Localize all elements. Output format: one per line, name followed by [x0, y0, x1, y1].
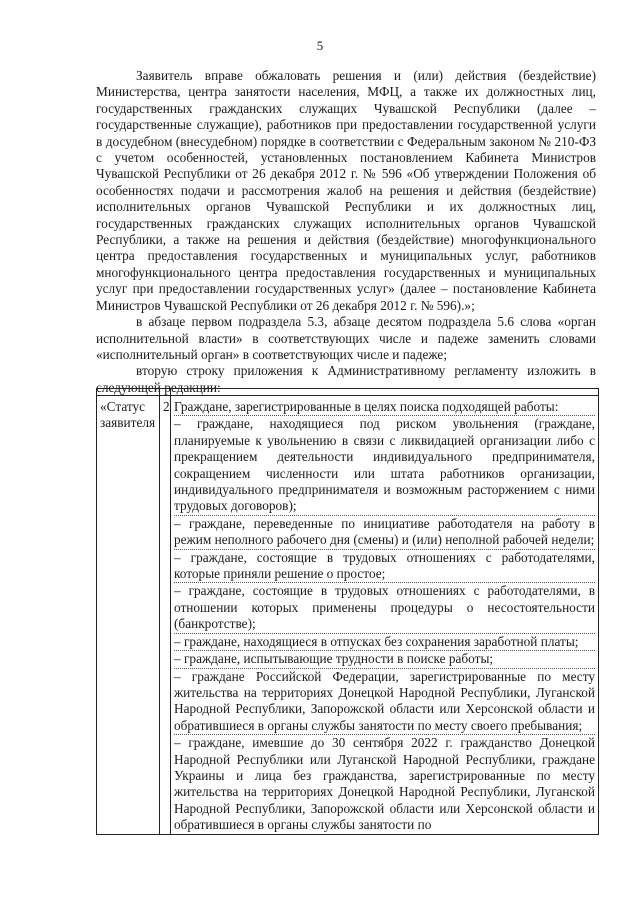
paragraph-amendment-5-3: в абзаце первом подраздела 5.3, абзаце десятом подраздела 5.6 слова «орган исполнительной власти» в соответствующих числе и падеже заменить словами «исполнительный орган» в соответствующих числе и падеже;	[96, 314, 596, 362]
row-number-cell: 2	[160, 396, 171, 835]
body-text	[96, 68, 596, 396]
description-cell	[171, 396, 599, 835]
paragraph-appeal-rights: Заявитель вправе обжаловать решения и (или) действия (бездействие) Министерства, центра занятости населения, МФЦ, а также их должностных лиц, государственных гражданских служащих Чувашской Республики (далее – государственные служащие), работников при предоставлении государственной услуги в досудебном (внесудебном) порядке в соответствии с Федеральным законом № 210-ФЗ с учетом особенностей, установленных постановлением Кабинета Министров Чувашской Республики от 26 декабря 2012 г. № 596 «Об утверждении Положения об особенностях подачи и рассмотрения жалоб на решения и действия (бездействие) исполнительных органов Чувашской Республики и их должностных лиц, государственных гражданских служащих исполнительных органов Чувашской Республики, а также на решения и действия (бездействие) многофункционального центра предоставления государственных и муниципальных услуг, работников многофункционального центра предоставления государственных и муниципальных услуг при предоставлении государственных услуг» (далее – постановление Кабинета Министров Чувашской Республики от 26 декабря 2012 г. № 596).»;	[96, 68, 596, 313]
table-row	[97, 396, 599, 835]
list-item: – граждане, состоящие в трудовых отношениях с работодателями, которые приняли решение о простое;	[174, 550, 595, 584]
list-item: – граждане, состоящие в трудовых отношениях с работодателями, в отношении которых применены процедуры о несостоятельности (банкротстве);	[174, 583, 595, 633]
list-item: – граждане, имевшие до 30 сентября 2022 г. гражданство Донецкой Народной Республики или Луганской Народной Республики, граждане Украины и лица без гражданства, зарегистрированные по месту жительства на территориях Донецкой Народной Республики, Луганской Народной Республики, Запорожской области или Херсонской области и обратившиеся в органы службы занятости по	[174, 735, 595, 833]
status-cell: «Статус заявителя	[97, 396, 160, 835]
list-item: – граждане, испытывающие трудности в поиске работы;	[174, 651, 595, 668]
applicant-status-table	[96, 388, 599, 835]
list-item: – граждане, переведенные по инициативе работодателя на работу в режим неполного рабочего дня (смены) и (или) неполной рабочей недели;	[174, 516, 595, 550]
list-item: – граждане Российской Федерации, зарегистрированные по месту жительства на территориях Донецкой Народной Республики, Луганской Народной Республики, Запорожской области или Херсонской области и обратившиеся в органы службы занятости по месту своего пребывания;	[174, 669, 595, 736]
table-top-separator	[97, 389, 599, 396]
list-item: – граждане, находящиеся в отпусках без сохранения заработной платы;	[174, 634, 595, 651]
page-number: 5	[316, 38, 324, 53]
list-item: Граждане, зарегистрированные в целях поиска подходящей работы:	[174, 399, 595, 416]
list-item: – граждане, находящиеся под риском увольнения (граждане, планируемые к увольнению в связи с ликвидацией организации либо с прекращением деятельности индивидуального предпринимателя, сокращением численности или штата работников организации, индивидуального предпринимателя и возможным расторжением с ними трудовых договоров);	[174, 416, 595, 515]
paragraph-appendix-change: вторую строку приложения к Административному регламенту изложить в следующей редакции:	[96, 363, 596, 395]
